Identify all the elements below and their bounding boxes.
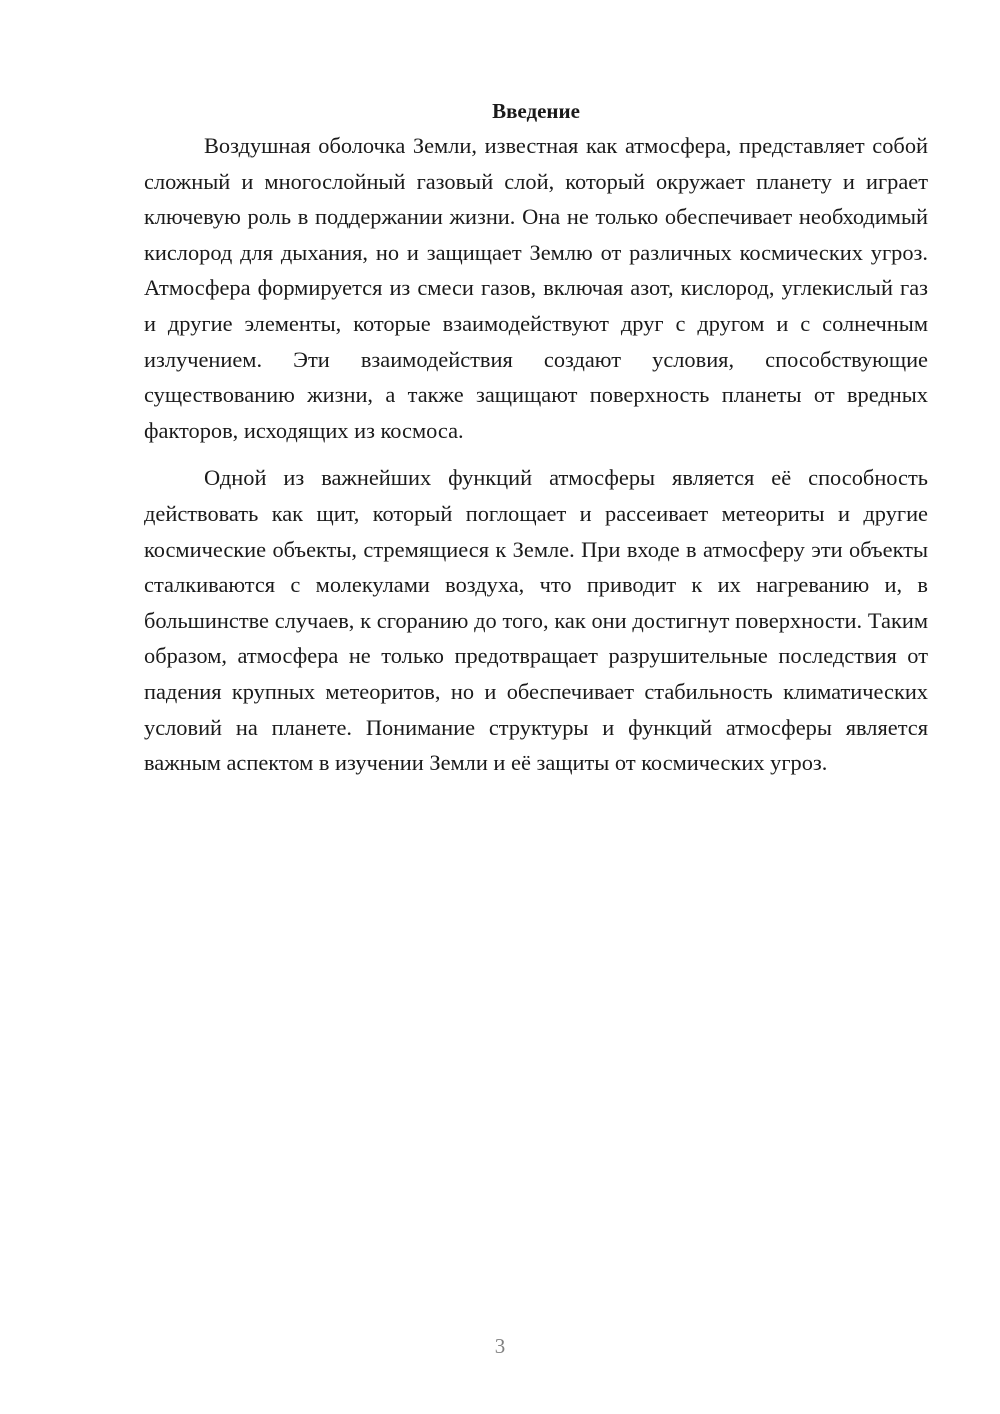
document-body — [144, 96, 928, 781]
paragraph: Воздушная оболочка Земли, известная как атмосфера, представляет собой сложный и многослойный газовый слой, который окружает планету и играет ключевую роль в поддержании жизни. Она не только обеспечивает необходимый кислород для дыхания, но и защищает Землю от различных космических угроз. Атмосфера формируется из смеси газов, включая азот, кислород, углекислый газ и другие элементы, которые взаимодействуют друг с другом и с солнечным излучением. Эти взаимодействия создают условия, способствующие существованию жизни, а также защищают поверхность планеты от вредных факторов, исходящих из космоса. — [144, 133, 928, 443]
page-number: 3 — [494, 1334, 506, 1358]
section-heading: Введение — [492, 99, 580, 123]
paragraph: Одной из важнейших функций атмосферы является её способность действовать как щит, который поглощает и рассеивает метеориты и другие космические объекты, стремящиеся к Земле. При входе в атмосферу эти объекты сталкиваются с молекулами воздуха, что приводит к их нагреванию и, в большинстве случаев, к сгоранию до того, как они достигнут поверхности. Таким образом, атмосфера не только предотвращает разрушительные последствия от падения крупных метеоритов, но и обеспечивает стабильность климатических условий на планете. Понимание структуры и функций атмосферы является важным аспектом в изучении Земли и её защиты от космических угроз. — [144, 465, 928, 776]
